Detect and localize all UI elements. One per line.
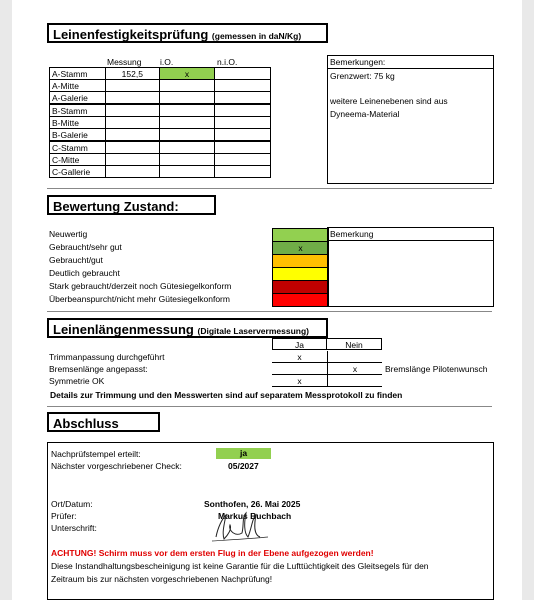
condition-color-swatch bbox=[272, 267, 329, 280]
row-label: A-Mitte bbox=[50, 80, 106, 92]
condition-color-swatch: x bbox=[272, 241, 329, 254]
document-page bbox=[12, 0, 522, 600]
condition-remark-header: Bemerkung bbox=[330, 229, 374, 239]
remark-line: Grenzwert: 75 kg bbox=[330, 71, 395, 81]
section-title-conclusion: Abschluss bbox=[47, 412, 160, 432]
nio-cell bbox=[215, 129, 271, 142]
condition-color-swatch bbox=[272, 228, 329, 241]
io-cell bbox=[159, 154, 215, 166]
header-messung: Messung bbox=[107, 57, 142, 67]
title-sub: (gemessen in daN/Kg) bbox=[211, 31, 302, 41]
condition-color-swatch bbox=[272, 293, 329, 307]
nein-cell bbox=[327, 351, 382, 363]
condition-label: Stark gebraucht/derzeit noch Gütesiegelkonform bbox=[49, 281, 232, 291]
section-title-condition: Bewertung Zustand: bbox=[47, 195, 216, 215]
ja-cell: x bbox=[272, 375, 327, 387]
place-date-label: Ort/Datum: bbox=[51, 499, 93, 509]
remarks-box bbox=[327, 55, 494, 184]
section-title-line-length bbox=[47, 318, 328, 338]
length-row-label: Trimmanpassung durchgeführt bbox=[49, 352, 165, 362]
row-label: A-Galerie bbox=[50, 92, 106, 105]
io-cell bbox=[159, 129, 215, 142]
nein-cell bbox=[327, 375, 382, 387]
table-row bbox=[50, 80, 271, 92]
ja-cell bbox=[272, 363, 327, 375]
length-row-label: Symmetrie OK bbox=[49, 376, 105, 386]
condition-label: Neuwertig bbox=[49, 229, 88, 239]
table-row bbox=[50, 154, 271, 166]
divider bbox=[47, 188, 492, 189]
messung-cell bbox=[105, 92, 159, 105]
length-row-label: Bremsenlänge angepasst: bbox=[49, 364, 148, 374]
nio-cell bbox=[215, 68, 271, 80]
line-strength-table bbox=[49, 67, 271, 178]
nio-cell bbox=[215, 154, 271, 166]
messung-cell bbox=[105, 80, 159, 92]
table-row bbox=[50, 129, 271, 142]
stamp-value: ja bbox=[216, 448, 271, 459]
condition-label: Gebraucht/gut bbox=[49, 255, 103, 265]
messung-cell bbox=[105, 104, 159, 117]
nio-cell bbox=[215, 92, 271, 105]
condition-label: Überbeanspurcht/nicht mehr Gütesiegelkonform bbox=[49, 294, 230, 304]
table-row bbox=[50, 104, 271, 117]
io-cell bbox=[159, 80, 215, 92]
table-row bbox=[50, 92, 271, 105]
row-label: C-Mitte bbox=[50, 154, 106, 166]
title-main: Leinenlängenmessung bbox=[53, 322, 194, 337]
conclusion-box bbox=[47, 442, 494, 600]
condition-label: Gebraucht/sehr gut bbox=[49, 242, 122, 252]
condition-remark-box bbox=[327, 227, 494, 307]
messung-cell bbox=[105, 166, 159, 178]
messung-cell bbox=[105, 141, 159, 154]
inspector-value: Markus Buchbach bbox=[218, 511, 292, 521]
next-check-value: 05/2027 bbox=[228, 461, 259, 471]
nio-cell bbox=[215, 141, 271, 154]
remark-line: Dyneema-Material bbox=[330, 109, 400, 119]
messung-cell bbox=[105, 154, 159, 166]
condition-color-swatch bbox=[272, 254, 329, 267]
table-row bbox=[50, 117, 271, 129]
warning-text: ACHTUNG! Schirm muss vor dem ersten Flug in der Ebene aufgezogen werden! bbox=[51, 548, 374, 558]
place-date-value: Sonthofen, 26. Mai 2025 bbox=[204, 499, 301, 509]
condition-label: Deutlich gebraucht bbox=[49, 268, 120, 278]
io-cell bbox=[159, 141, 215, 154]
nio-cell bbox=[215, 117, 271, 129]
table-row bbox=[50, 68, 271, 80]
row-label: B-Galerie bbox=[50, 129, 106, 142]
stamp-label: Nachprüfstempel erteilt: bbox=[51, 449, 141, 459]
divider bbox=[47, 406, 492, 407]
io-cell bbox=[159, 92, 215, 105]
messung-cell bbox=[105, 129, 159, 142]
nio-cell bbox=[215, 104, 271, 117]
section-title-line-strength bbox=[47, 23, 328, 43]
remarks-header: Bemerkungen: bbox=[330, 57, 386, 67]
nein-cell: x bbox=[327, 363, 382, 375]
title-main: Leinenfestigkeitsprüfung bbox=[53, 27, 209, 42]
signature-label: Unterschrift: bbox=[51, 523, 97, 533]
row-label: C-Stamm bbox=[50, 141, 106, 154]
disclaimer-line-1: Diese Instandhaltungsbescheinigung ist keine Garantie für die Lufttüchtigkeit des Gleitsegels für den bbox=[51, 561, 429, 571]
io-cell bbox=[159, 117, 215, 129]
table-row bbox=[50, 166, 271, 178]
messung-cell: 152,5 bbox=[105, 68, 159, 80]
nio-cell bbox=[215, 166, 271, 178]
length-row-note: Bremslänge Pilotenwunsch bbox=[385, 364, 488, 374]
col-ja: Ja bbox=[272, 338, 327, 350]
remark-line: weitere Leinenebenen sind aus bbox=[330, 96, 448, 106]
row-label: B-Mitte bbox=[50, 117, 106, 129]
io-cell bbox=[159, 104, 215, 117]
header-io: i.O. bbox=[160, 57, 174, 67]
io-cell bbox=[159, 166, 215, 178]
row-label: C-Gallerie bbox=[50, 166, 106, 178]
nio-cell bbox=[215, 80, 271, 92]
next-check-label: Nächster vorgeschriebener Check: bbox=[51, 461, 182, 471]
col-nein: Nein bbox=[327, 338, 382, 350]
signature-image bbox=[208, 507, 278, 547]
header-nio: n.i.O. bbox=[217, 57, 238, 67]
table-row bbox=[50, 141, 271, 154]
row-label: A-Stamm bbox=[50, 68, 106, 80]
divider bbox=[47, 311, 492, 312]
inspector-label: Prüfer: bbox=[51, 511, 77, 521]
line-length-footer: Details zur Trimmung und den Messwerten sind auf separatem Messprotokoll zu finden bbox=[50, 390, 403, 400]
condition-color-swatch bbox=[272, 280, 329, 293]
row-label: B-Stamm bbox=[50, 104, 106, 117]
messung-cell bbox=[105, 117, 159, 129]
ja-cell: x bbox=[272, 351, 327, 363]
disclaimer-line-2: Zeitraum bis zur nächsten vorgeschriebenen Nachprüfung! bbox=[51, 574, 273, 584]
io-cell: x bbox=[159, 68, 215, 80]
title-sub: (Digitale Laservermessung) bbox=[197, 326, 309, 336]
